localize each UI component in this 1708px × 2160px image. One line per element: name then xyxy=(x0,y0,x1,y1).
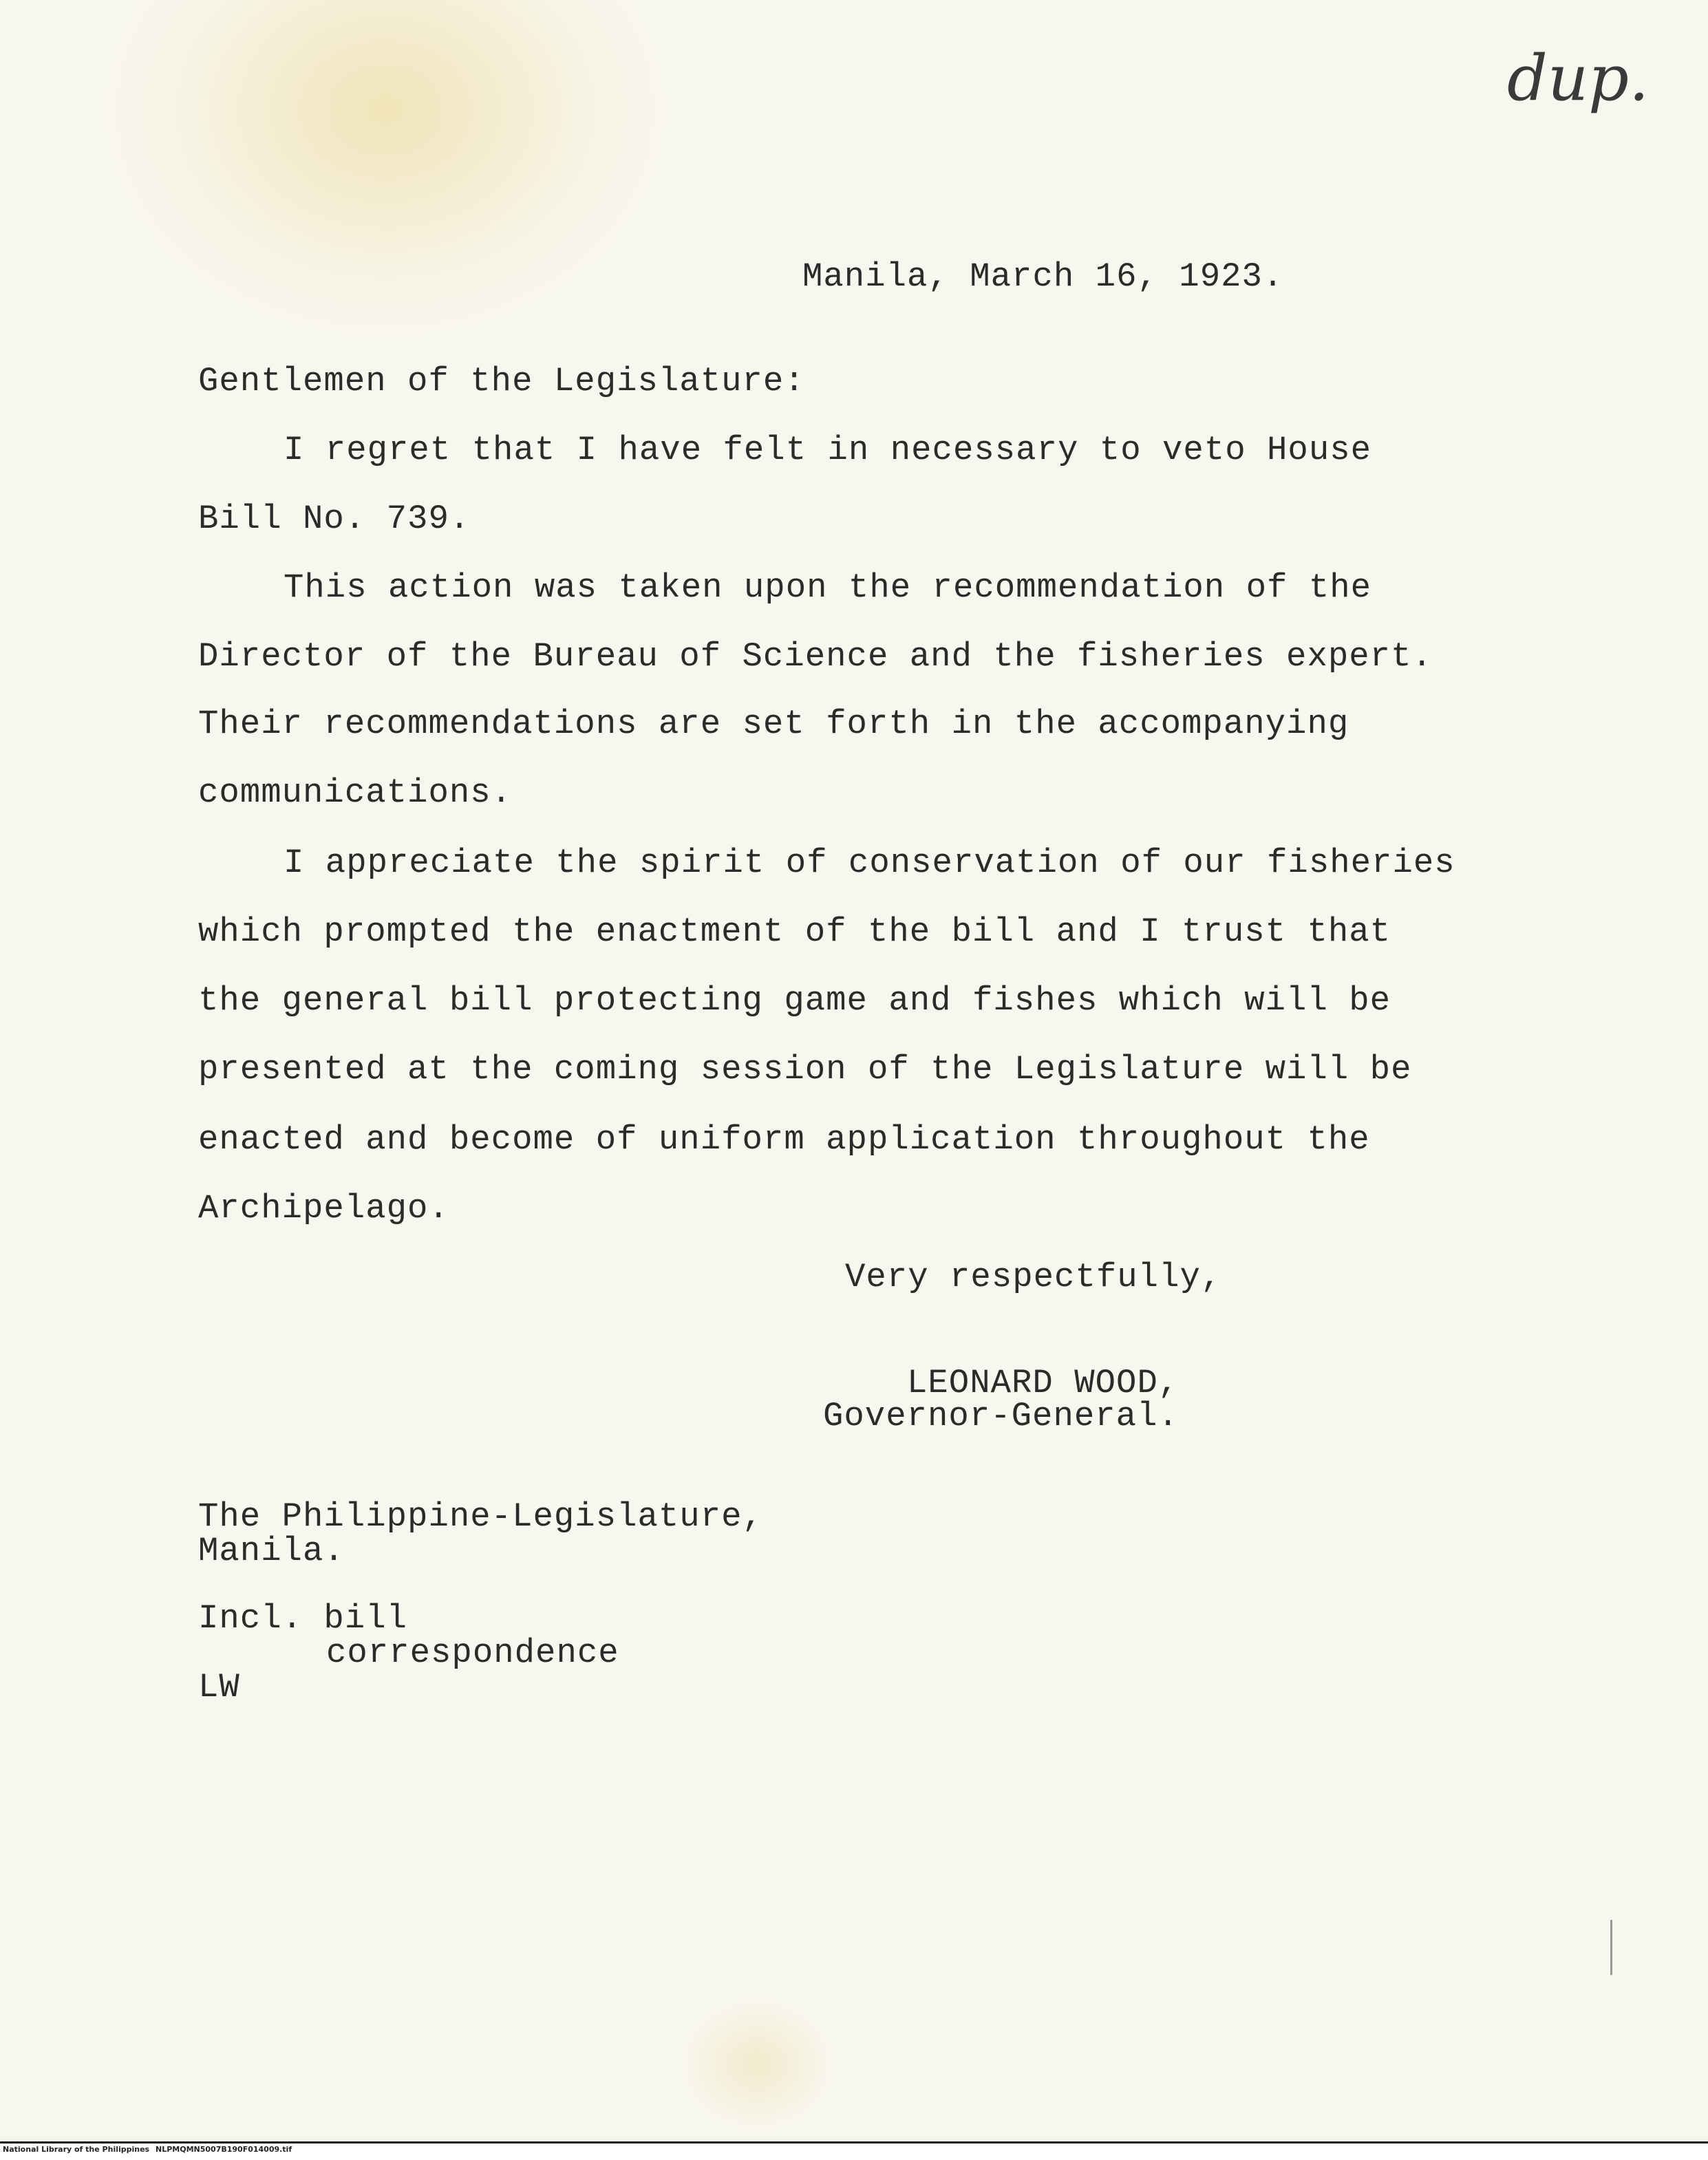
body-line: which prompted the enactment of the bill and I trust that xyxy=(198,912,1391,951)
body-line: enacted and become of uniform application throughout the xyxy=(198,1120,1370,1159)
body-line: Their recommendations are set forth in the accompanying xyxy=(198,705,1349,743)
body-line: communications. xyxy=(198,773,513,812)
body-line: Director of the Bureau of Science and the fisheries expert. xyxy=(198,637,1433,676)
date-line: Manila, March 16, 1923. xyxy=(802,257,1284,296)
body-line: I regret that I have felt in necessary to veto House xyxy=(284,431,1372,469)
signature-title: Governor-General. xyxy=(823,1397,1179,1435)
addressee-city: Manila. xyxy=(198,1532,345,1570)
body-line: This action was taken upon the recommendation of the xyxy=(284,568,1372,607)
body-line: the general bill protecting game and fishes which will be xyxy=(198,981,1391,1020)
enclosure-line: Incl. bill xyxy=(198,1599,408,1638)
handwritten-annotation: dup. xyxy=(1507,41,1650,115)
footer-file-id: NLPMQMN5007B190F014009.tif xyxy=(156,2145,292,2154)
signature-name: LEONARD WOOD, xyxy=(907,1364,1179,1402)
addressee-line: The Philippine-Legislature, xyxy=(198,1497,763,1536)
enclosure-item: correspondence xyxy=(326,1634,619,1672)
initials: LW xyxy=(198,1668,240,1707)
closing: Very respectfully, xyxy=(845,1258,1222,1296)
footer-library: National Library of the Philippines xyxy=(3,2145,150,2154)
body-line: Bill No. 739. xyxy=(198,500,471,538)
body-line: presented at the coming session of the Legislature will be xyxy=(198,1050,1412,1089)
body-line: Archipelago. xyxy=(198,1189,449,1228)
salutation: Gentlemen of the Legislature: xyxy=(198,362,805,400)
body-line: I appreciate the spirit of conservation of our fisheries xyxy=(284,844,1455,882)
page-edge-mark xyxy=(1610,1920,1612,1975)
archive-footer xyxy=(0,2141,1708,2160)
